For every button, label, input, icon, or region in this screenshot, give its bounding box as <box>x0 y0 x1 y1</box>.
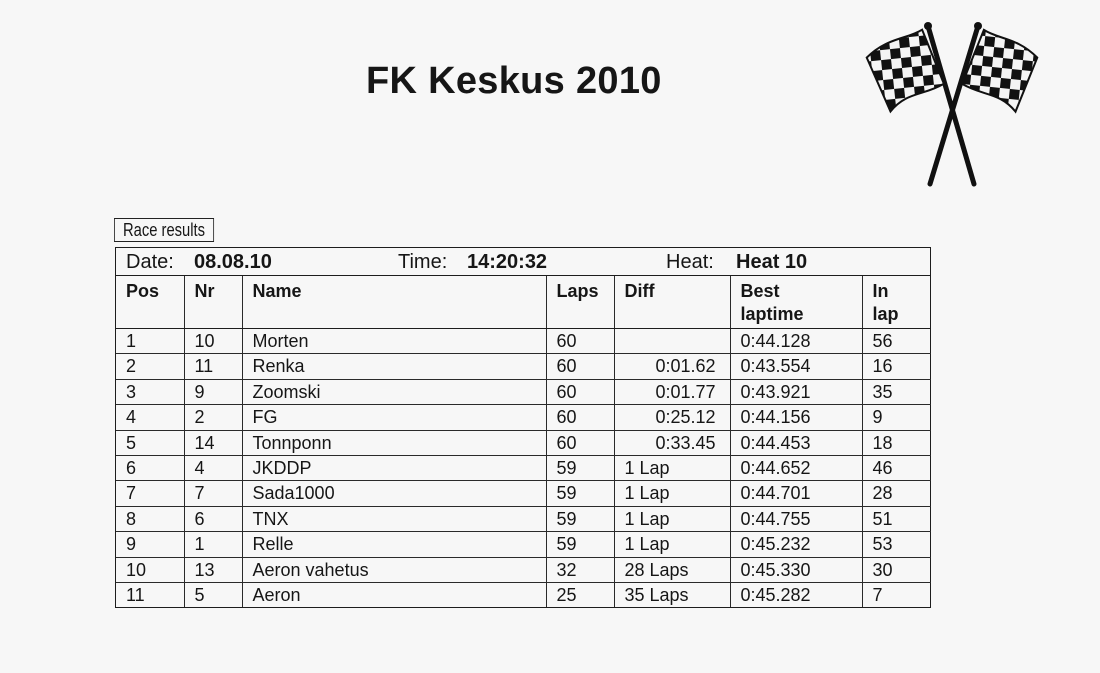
cell-in-lap: 28 <box>862 481 931 506</box>
table-header-row <box>116 276 931 329</box>
best-laptime-line1: Best <box>740 281 780 301</box>
cell-laps: 60 <box>546 379 614 404</box>
race-meta <box>116 248 930 276</box>
cell-name: Morten <box>242 329 546 354</box>
in-lap-line2: lap <box>872 304 899 324</box>
cell-pos: 3 <box>116 379 184 404</box>
cell-name: FG <box>242 405 546 430</box>
cell-laps: 59 <box>546 481 614 506</box>
cell-diff: 0:01.77 <box>614 379 730 404</box>
cell-best-laptime: 0:45.282 <box>730 582 862 607</box>
cell-name: JKDDP <box>242 455 546 480</box>
cell-best-laptime: 0:44.701 <box>730 481 862 506</box>
cell-diff: 1 Lap <box>614 506 730 531</box>
cell-in-lap: 9 <box>862 405 931 430</box>
cell-pos: 7 <box>116 481 184 506</box>
cell-in-lap: 35 <box>862 379 931 404</box>
cell-laps: 60 <box>546 354 614 379</box>
cell-laps: 60 <box>546 329 614 354</box>
cell-in-lap: 53 <box>862 532 931 557</box>
cell-name: Tonnponn <box>242 430 546 455</box>
table-row <box>116 354 931 379</box>
cell-pos: 5 <box>116 430 184 455</box>
page-title: FK Keskus 2010 <box>366 60 662 102</box>
time-label: Time: <box>398 251 448 273</box>
cell-in-lap: 7 <box>872 584 883 605</box>
cell-pos: 9 <box>116 532 184 557</box>
cell-nr: 2 <box>184 405 242 430</box>
cell-laps: 59 <box>546 506 614 531</box>
results-table <box>116 276 931 607</box>
cell-diff <box>614 329 730 354</box>
cell-pos: 8 <box>116 506 184 531</box>
results-body <box>116 329 931 608</box>
column-header-diff: Diff <box>614 276 730 329</box>
cell-diff: 1 Lap <box>614 455 730 480</box>
column-header-laps: Laps <box>546 276 614 329</box>
cell-nr: 7 <box>184 481 242 506</box>
cell-diff: 0:01.62 <box>614 354 730 379</box>
cell-nr: 4 <box>184 455 242 480</box>
cell-nr: 9 <box>184 379 242 404</box>
column-header-pos: Pos <box>116 276 184 329</box>
cell-laps: 60 <box>546 405 614 430</box>
cell-laps: 25 <box>546 582 614 607</box>
cell-name: Renka <box>242 354 546 379</box>
cell-laps: 60 <box>546 430 614 455</box>
table-row <box>116 430 931 455</box>
cell-nr: 14 <box>184 430 242 455</box>
cell-diff: 1 Lap <box>614 481 730 506</box>
cell-best-laptime: 0:44.755 <box>730 506 862 531</box>
table-row <box>116 481 931 506</box>
heat-label: Heat: <box>666 251 714 273</box>
cell-pos: 2 <box>116 354 184 379</box>
table-row <box>116 582 931 607</box>
table-row <box>116 557 931 582</box>
cell-pos: 11 <box>116 582 184 607</box>
cell-pos: 4 <box>116 405 184 430</box>
cell-diff: 28 Laps <box>614 557 730 582</box>
cell-diff: 1 Lap <box>614 532 730 557</box>
cell-in-lap: 16 <box>862 354 931 379</box>
cell-pos: 10 <box>116 557 184 582</box>
cell-nr: 1 <box>184 532 242 557</box>
cell-name: TNX <box>242 506 546 531</box>
cell-pos: 1 <box>116 329 184 354</box>
cell-nr: 10 <box>184 329 242 354</box>
table-row <box>116 379 931 404</box>
cell-diff: 0:33.45 <box>614 430 730 455</box>
column-header-best-laptime <box>730 276 862 329</box>
cell-laps: 59 <box>546 455 614 480</box>
cell-name: Aeron <box>242 582 546 607</box>
table-row <box>116 329 931 354</box>
table-row <box>116 405 931 430</box>
time-value: 14:20:32 <box>467 251 548 273</box>
cell-best-laptime: 0:44.453 <box>730 430 862 455</box>
cell-pos: 6 <box>116 455 184 480</box>
cell-best-laptime: 0:44.156 <box>730 405 862 430</box>
cell-laps: 32 <box>546 557 614 582</box>
cell-name: Relle <box>242 532 546 557</box>
column-header-name: Name <box>242 276 546 329</box>
cell-diff: 0:25.12 <box>614 405 730 430</box>
cell-name: Aeron vahetus <box>242 557 546 582</box>
cell-diff: 35 Laps <box>614 582 730 607</box>
cell-in-lap: 51 <box>862 506 931 531</box>
cell-nr: 13 <box>184 557 242 582</box>
cell-in-lap: 18 <box>862 430 931 455</box>
cell-nr: 11 <box>184 354 242 379</box>
column-header-in-lap <box>862 276 931 329</box>
heat-value: Heat 10 <box>736 251 808 273</box>
cell-best-laptime: 0:44.652 <box>730 455 862 480</box>
cell-nr: 5 <box>184 582 242 607</box>
cell-best-laptime: 0:43.554 <box>730 354 862 379</box>
table-row <box>116 532 931 557</box>
cell-nr: 6 <box>184 506 242 531</box>
column-header-nr: Nr <box>184 276 242 329</box>
date-label: Date: <box>126 251 174 273</box>
table-row <box>116 455 931 480</box>
cell-best-laptime: 0:45.232 <box>730 532 862 557</box>
cell-best-laptime: 0:43.921 <box>730 379 862 404</box>
cell-name: Sada1000 <box>242 481 546 506</box>
in-lap-line1: In <box>872 281 889 301</box>
cell-name: Zoomski <box>242 379 546 404</box>
cell-laps: 59 <box>546 532 614 557</box>
table-row <box>116 506 931 531</box>
date-value: 08.08.10 <box>194 251 272 273</box>
section-label: Race results <box>114 218 214 242</box>
cell-in-lap: 46 <box>862 455 931 480</box>
cell-best-laptime: 0:44.128 <box>730 329 862 354</box>
cell-best-laptime: 0:45.330 <box>730 557 862 582</box>
cell-in-lap: 30 <box>862 557 931 582</box>
checkered-flags-icon <box>862 18 1042 188</box>
cell-in-lap: 56 <box>862 329 931 354</box>
best-laptime-line2: laptime <box>740 304 804 324</box>
results-table-container <box>115 247 931 608</box>
